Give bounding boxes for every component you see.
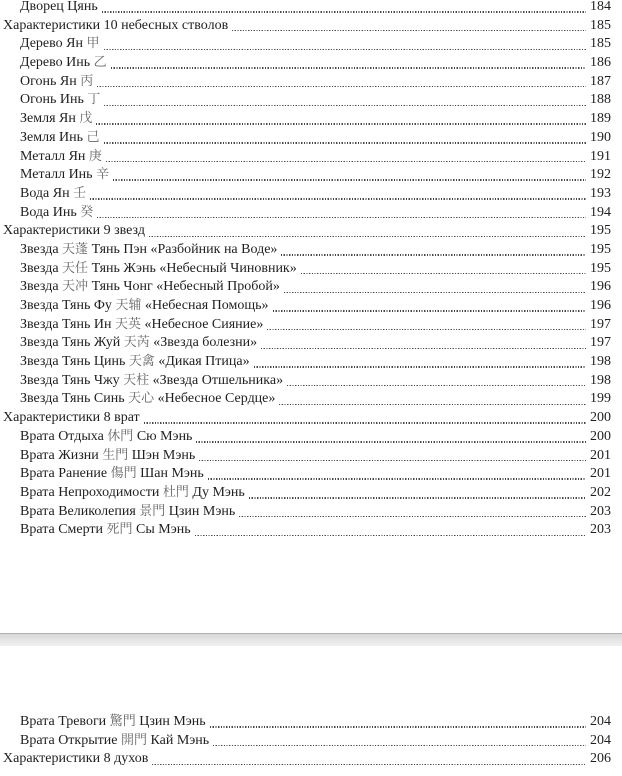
cjk-term: 生門 [102,447,129,463]
toc-entry[interactable] [0,204,622,223]
dot-leader [249,484,586,503]
dot-leader [113,166,586,185]
toc-entry-text: Тянь Пэн «Разбойник на Воде» [88,241,278,257]
page-2 [0,646,622,776]
toc-entry-text: «Звезда болезни» [149,335,258,351]
toc-entry-text: Звезда Тянь Фу [20,298,116,313]
toc-entry-text: Характеристики 8 духов [3,751,149,767]
toc-entry[interactable] [0,732,622,751]
toc-entry[interactable] [0,484,622,503]
toc-entry-title [20,166,109,185]
cjk-term: 休門 [107,428,134,444]
toc-entry-text: Звезда [20,260,63,276]
cjk-term: 己 [86,129,100,145]
toc-page-number: 201 [590,447,611,463]
toc-entry-text: Тянь Жэнь «Небесный Чиновник» [88,260,297,276]
toc-entry-text: Характеристики 9 звезд [3,223,145,239]
toc-entry-title [20,372,283,391]
toc-page-number: 201 [590,466,611,482]
dot-leader [267,316,586,335]
toc-entry-title [3,17,228,36]
toc-entry[interactable] [0,0,622,17]
toc-entry-title [20,73,93,92]
toc-entry-text: Врата Ранение [20,466,111,482]
page-separator [0,633,622,646]
toc-entry-text: Звезда [20,279,63,295]
toc-entry-text: Металл Ян [20,148,89,164]
toc-entry-title [20,503,235,522]
toc-entry[interactable] [0,185,622,204]
dot-leader [284,278,586,297]
dot-leader [104,35,586,54]
toc-page-number: 197 [590,335,611,351]
toc-entry-title [20,148,102,167]
toc-entry-title [20,278,280,297]
toc-page-number: 184 [590,0,611,14]
toc-entry-text: Врата Жизни [20,447,103,463]
toc-page-number: 203 [590,522,611,538]
toc-entry-text: Кай Мэнь [146,732,210,748]
toc-entry-text: «Небесная Помощь» [141,298,269,313]
toc-entry[interactable] [0,91,622,110]
toc-entry-text: Характеристики 8 врат [3,410,140,426]
toc-entry[interactable] [0,316,622,335]
toc-page-number: 195 [590,241,611,257]
cjk-term: 天冲 [62,279,89,295]
cjk-term: 天芮 [123,335,150,351]
dot-leader [199,447,586,466]
toc-entry-text: Цзин Мэнь [135,714,206,729]
toc-entry-text: «Небесное Сияние» [141,316,264,332]
toc-entry[interactable] [0,521,622,540]
dot-leader [196,428,586,447]
toc-entry-title [3,750,148,769]
toc-entry-text: Дворец Цянь [20,0,98,14]
toc-page-number: 187 [590,73,611,89]
toc-entry[interactable] [0,73,622,92]
cjk-term: 乙 [93,55,107,71]
toc-entry-title [20,185,86,204]
toc-entry[interactable] [0,447,622,466]
cjk-term: 死門 [106,522,133,538]
toc-entry[interactable] [0,166,622,185]
cjk-term: 癸 [80,204,94,220]
dot-leader [144,409,586,428]
toc-page-number: 194 [590,204,611,220]
toc-entry[interactable] [0,148,622,167]
toc-page-number: 186 [590,55,611,71]
toc-page-number: 195 [590,260,611,276]
toc-entry[interactable] [0,35,622,54]
toc-entry-text: Цзин Мэнь [165,503,236,519]
toc-entry[interactable] [0,110,622,129]
toc-entry-text: Земля Инь [20,129,87,145]
toc-entry-title [20,484,245,503]
toc-entry[interactable] [0,713,622,732]
dot-leader [149,222,586,241]
cjk-term: 開門 [120,732,147,748]
dot-leader [239,503,586,522]
dot-leader [279,390,586,409]
toc-entry-title [20,129,100,148]
cjk-term: 傷門 [110,466,137,482]
toc-entry-title [20,204,93,223]
toc-page-number: 204 [590,714,611,729]
toc-entry-title [20,713,206,732]
toc-entry-text: Ду Мэнь [188,484,245,500]
toc-entry[interactable] [0,750,622,769]
toc-page-number: 188 [590,92,611,108]
dot-leader [232,17,586,36]
dot-leader [208,465,586,484]
toc-entry[interactable] [0,129,622,148]
toc-page-number: 199 [590,391,611,407]
toc-entry-text: Врата Отдыха [20,428,108,444]
cjk-term: 杜門 [162,484,189,500]
cjk-term: 天柱 [123,372,150,388]
toc-page-number: 200 [590,410,611,426]
toc-page-number: 198 [590,354,611,370]
toc-page-number: 193 [590,185,611,201]
toc-entry-text: «Звезда Отшельника» [149,372,284,388]
cjk-term: 天禽 [128,354,155,370]
toc-page-number: 185 [590,17,611,33]
toc-entry-text: Характеристики 10 небесных стволов [3,17,229,33]
toc-entry-text: Врата Смерти [20,522,107,538]
toc-entry-text: Вода Инь [20,204,81,220]
dot-leader [96,110,586,129]
toc-page-number: 196 [590,298,611,313]
cjk-term: 驚門 [109,714,136,729]
toc-page-number: 204 [590,732,611,748]
toc-entry-text: Звезда Тянь Цинь [20,354,129,370]
dot-leader [97,204,586,223]
toc-entry-title [20,465,204,484]
toc-entry-title [20,297,269,316]
toc-page-number: 189 [590,111,611,127]
toc-entry-title [20,334,257,353]
toc-entry-text: Огонь Ян [20,73,81,89]
toc-entry-title [20,0,98,17]
toc-page-number: 197 [590,316,611,332]
toc-entry[interactable] [0,353,622,372]
toc-page-number: 198 [590,372,611,388]
cjk-term: 甲 [86,36,100,52]
toc-entry-text: Дерево Ян [20,36,87,52]
toc-entry-text: Земля Ян [20,111,80,127]
toc-entry-text: Врата Открытие [20,732,121,748]
cjk-term: 戊 [79,111,93,127]
toc-entry-title [20,54,107,73]
dot-leader [195,521,586,540]
toc-entry-title [20,91,100,110]
toc-page-number: 203 [590,503,611,519]
toc-entry-title [20,316,263,335]
toc-entry-text: Огонь Инь [20,92,88,108]
toc-entry[interactable] [0,260,622,279]
toc-entry[interactable] [0,372,622,391]
dot-leader [287,372,586,391]
toc-entry-title [20,260,297,279]
dot-leader [97,73,586,92]
dot-leader [261,334,586,353]
toc-entry-text: Шэн Мэнь [128,447,196,463]
toc-page-number: 195 [590,223,611,239]
toc-entry-title [3,409,140,428]
toc-page-number: 185 [590,36,611,52]
toc-entry[interactable] [0,17,622,36]
dot-leader [152,750,586,769]
toc-entry-title [20,732,209,751]
toc-entry-text: Звезда Тянь Жуй [20,335,124,351]
dot-leader [111,54,586,73]
toc-entry-text: Врата Великолепия [20,503,140,519]
dot-leader [213,732,586,751]
cjk-term: 景門 [139,503,166,519]
cjk-term: 天蓬 [62,241,89,257]
toc-list-page-2 [0,713,622,769]
cjk-term: 辛 [96,167,110,183]
toc-entry-title [20,241,277,260]
dot-leader [104,91,586,110]
toc-entry[interactable] [0,428,622,447]
dot-leader [90,185,586,204]
toc-entry-text: Врата Тревоги [20,714,110,729]
toc-entry[interactable] [0,222,622,241]
toc-entry[interactable] [0,409,622,428]
toc-entry[interactable] [0,390,622,409]
toc-entry-text: Вода Ян [20,185,74,201]
toc-entry-text: Звезда Тянь Синь [20,391,129,407]
dot-leader [102,0,586,17]
toc-entry-title [20,521,191,540]
toc-entry-title [20,353,250,372]
toc-entry-title [20,428,192,447]
cjk-term: 天英 [114,316,141,332]
toc-entry-text: Звезда Тянь Чжу [20,372,124,388]
cjk-term: 丁 [87,92,101,108]
toc-page-number: 196 [590,279,611,295]
toc-entry-text: Тянь Чонг «Небесный Пробой» [88,279,280,295]
toc-entry[interactable] [0,334,622,353]
toc-entry-text: Сы Мэнь [132,522,191,538]
cjk-term: 丙 [80,73,94,89]
cjk-term: 天心 [128,391,155,407]
dot-leader [281,241,586,260]
toc-entry[interactable] [0,297,622,316]
toc-entry-title [20,447,195,466]
dot-leader [254,353,586,372]
toc-entry-text: Металл Инь [20,167,97,183]
toc-entry-title [20,110,92,129]
dot-leader [104,129,586,148]
dot-leader [273,297,586,316]
dot-leader [210,713,586,732]
toc-entry-title [20,35,100,54]
cjk-term: 天任 [62,260,89,276]
toc-entry-text: Врата Непроходимости [20,484,163,500]
toc-entry-title [20,390,275,409]
toc-entry[interactable] [0,503,622,522]
toc-page-number: 200 [590,428,611,444]
dot-leader [301,260,586,279]
toc-entry[interactable] [0,241,622,260]
toc-entry-text: «Дикая Птица» [154,354,250,370]
toc-entry-text: Звезда Тянь Ин [20,316,115,332]
dot-leader [106,148,586,167]
cjk-term: 天辅 [115,298,142,313]
toc-page-number: 190 [590,129,611,145]
toc-entry[interactable] [0,465,622,484]
toc-entry-text: Сю Мэнь [133,428,193,444]
toc-entry-title [3,222,145,241]
toc-page-number: 206 [590,751,611,767]
toc-page-number: 202 [590,484,611,500]
toc-entry-text: «Небесное Сердце» [154,391,276,407]
cjk-term: 壬 [73,185,87,201]
toc-entry-text: Дерево Инь [20,55,94,71]
toc-page-number: 191 [590,148,611,164]
toc-entry-text: Звезда [20,241,63,257]
cjk-term: 庚 [88,148,102,164]
toc-page-number: 192 [590,167,611,183]
toc-entry[interactable] [0,54,622,73]
toc-entry[interactable] [0,278,622,297]
toc-entry-text: Шан Мэнь [136,466,204,482]
